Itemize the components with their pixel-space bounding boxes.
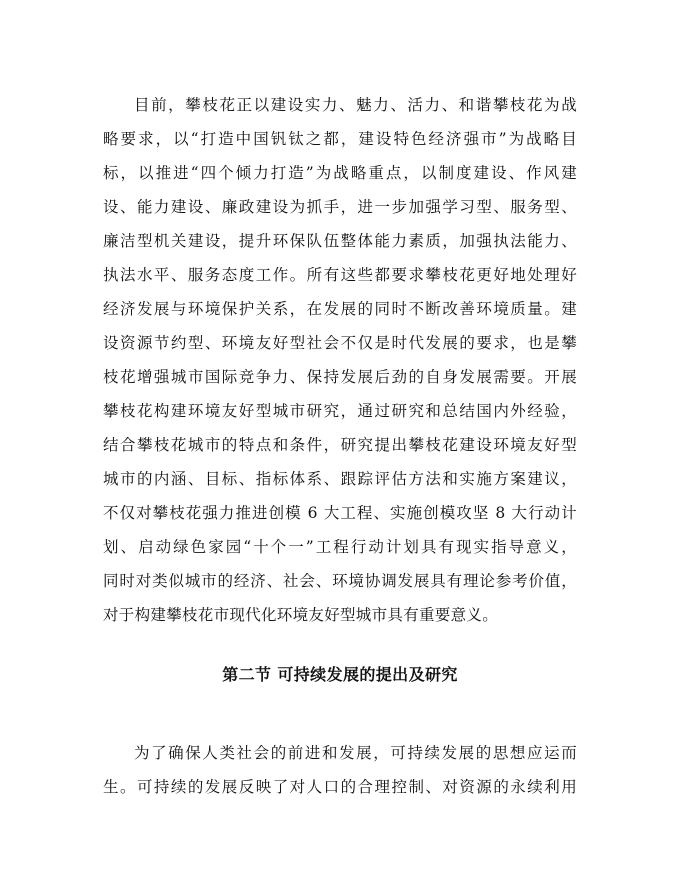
paragraph-line: 同时对类似城市的经济、社会、环境协调发展具有理论参考价值， [103,572,577,590]
paragraph-line: 为了确保人类社会的前进和发展，可持续发展的思想应运而 [134,744,577,762]
section-heading: 第二节 可持续发展的提出及研究 [222,665,458,684]
paragraph-line: 对于构建攀枝花市现代化环境友好型城市具有重要意义。 [103,606,499,624]
paragraph-line: 不仅对攀枝花强力推进创模 6 大工程、实施创模攻坚 8 大行动计 [103,504,577,522]
paragraph-line: 攀枝花构建环境友好型城市研究，通过研究和总结国内外经验， [103,402,577,420]
paragraph-line: 设资源节约型、环境友好型社会不仅是时代发展的要求，也是攀 [103,334,577,352]
paragraph-line: 目前，攀枝花正以建设实力、魅力、活力、和谐攀枝花为战 [134,96,577,114]
paragraph-line: 经济发展与环境保护关系，在发展的同时不断改善环境质量。建 [103,300,577,318]
body-paragraph [103,88,577,632]
paragraph-line: 标，以推进“四个倾力打造”为战略重点，以制度建设、作风建 [103,164,577,182]
paragraph-line: 设、能力建设、廉政建设为抓手，进一步加强学习型、服务型、 [103,198,577,216]
paragraph-line: 划、启动绿色家园“十个一”工程行动计划具有现实指导意义， [103,538,577,556]
paragraph-line: 生。可持续的发展反映了对人口的合理控制、对资源的永续利用 [103,778,577,796]
paragraph-line: 城市的内涵、目标、指标体系、跟踪评估方法和实施方案建议， [103,470,577,488]
body-paragraph [103,736,577,804]
paragraph-line: 略要求，以“打造中国钒钛之都，建设特色经济强市”为战略目 [103,130,577,148]
paragraph-line: 廉洁型机关建设，提升环保队伍整体能力素质，加强执法能力、 [103,232,577,250]
paragraph-line: 结合攀枝花城市的特点和条件，研究提出攀枝花建设环境友好型 [103,436,577,454]
paragraph-line: 枝花增强城市国际竞争力、保持发展后劲的自身发展需要。开展 [103,368,577,386]
paragraph-line: 执法水平、服务态度工作。所有这些都要求攀枝花更好地处理好 [103,266,577,284]
